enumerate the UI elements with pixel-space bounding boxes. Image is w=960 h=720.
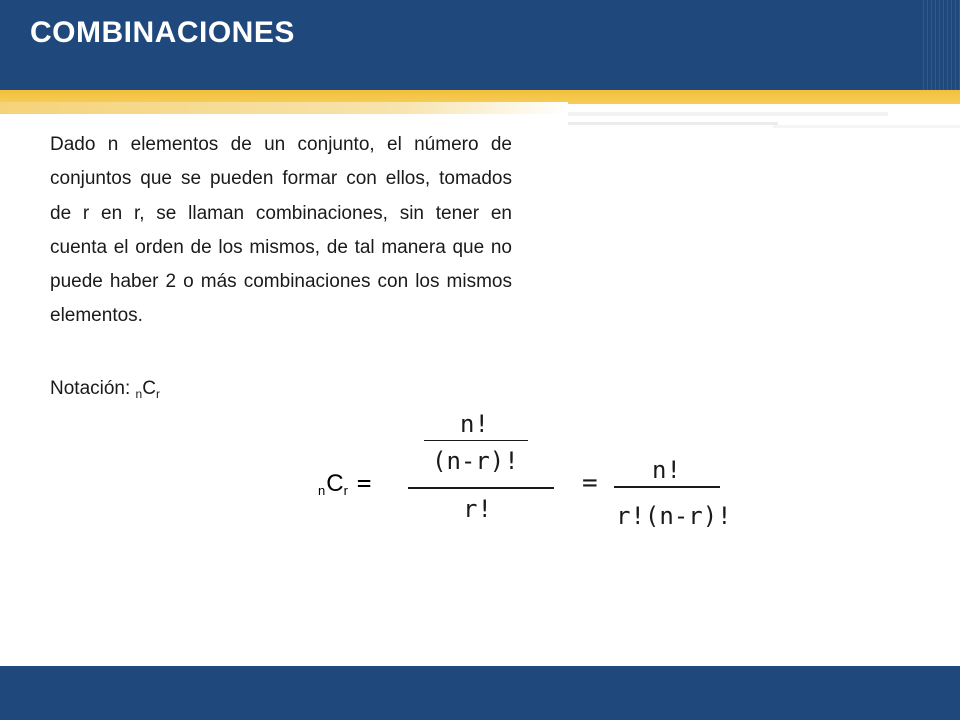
- notation-letter: C: [142, 378, 156, 399]
- notation-label: Notación:: [50, 378, 136, 399]
- gold-band-gradient: [0, 102, 568, 114]
- formula-lhs-letter: C: [326, 470, 344, 497]
- formula-outer-fraction-bar: [408, 487, 554, 489]
- formula-lhs-sub-r: r: [343, 483, 348, 498]
- accent-line: [773, 125, 960, 128]
- formula-equals: =: [356, 469, 372, 497]
- formula-equals-2: =: [582, 468, 598, 498]
- formula-result-fraction-bar: [614, 486, 720, 488]
- formula-result-numerator: n!: [652, 456, 681, 484]
- formula-inner-fraction-bar: [424, 440, 528, 441]
- accent-line: [568, 122, 778, 125]
- notation-sub-n: n: [135, 387, 143, 401]
- notation-line: [50, 378, 160, 400]
- header-decoration: [920, 0, 960, 90]
- notation-sub-r: r: [155, 387, 160, 401]
- formula-lhs: [318, 469, 371, 498]
- formula-outer-denominator: r!: [463, 495, 492, 523]
- formula-inner-denominator: (n-r)!: [432, 447, 519, 475]
- definition-paragraph: Dado n elementos de un conjunto, el número de conjuntos que se pueden formar con ellos, tomados de r en r, se llaman combinaciones, sin tener en cuenta el orden de los mismos, de tal manera que no puede haber 2 o más combinaciones con los mismos elementos.: [50, 134, 512, 327]
- accent-line: [568, 112, 888, 116]
- formula-lhs-sub-n: n: [318, 483, 326, 498]
- footer-bar: [0, 666, 960, 720]
- slide-title: COMBINACIONES: [30, 16, 295, 49]
- accent-lines: [568, 104, 960, 134]
- formula-result-denominator: r!(n-r)!: [616, 502, 732, 530]
- formula-inner-numerator: n!: [460, 410, 489, 438]
